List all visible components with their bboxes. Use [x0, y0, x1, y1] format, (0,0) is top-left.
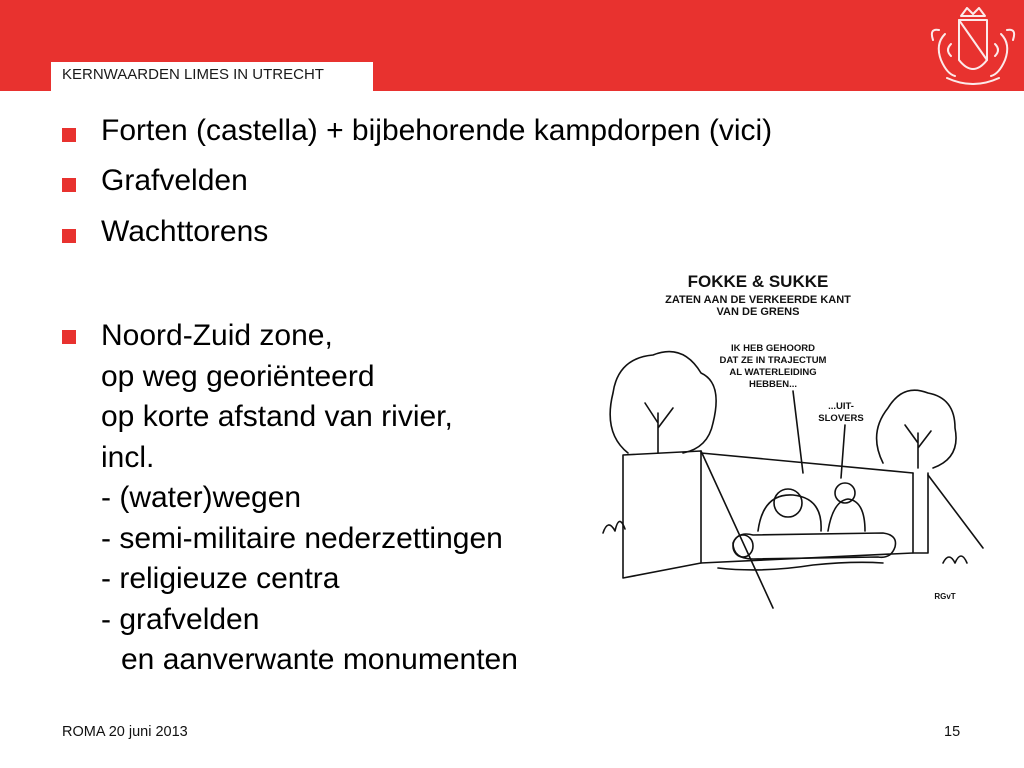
bullet-item-grafvelden: Grafvelden	[101, 164, 248, 197]
speech-line: IK HEB GEHOORD	[731, 343, 815, 354]
cartoon-title: FOKKE & SUKKE	[687, 272, 829, 291]
footer-event: ROMA 20 juni 2013	[62, 724, 188, 740]
page-number: 15	[944, 724, 961, 740]
zone-line: incl.	[101, 440, 155, 474]
bullet-square-icon	[62, 229, 76, 243]
bullet-item-wachttorens: Wachttorens	[101, 215, 269, 248]
bullet-square-icon	[62, 330, 76, 344]
zone-line-last: en aanverwante monumenten	[121, 643, 518, 676]
zone-line: - semi-militaire nederzettingen	[101, 521, 503, 555]
zone-line: - religieuze centra	[101, 562, 340, 595]
bullet-square-icon	[62, 128, 76, 142]
cartoon-illustration	[583, 263, 1003, 613]
utrecht-coat-of-arms-icon	[925, 4, 1021, 90]
reply-line: SLOVERS	[818, 413, 864, 424]
zone-line: op korte afstand van rivier,	[101, 400, 453, 433]
speech-line: DAT ZE IN TRAJECTUM	[719, 355, 827, 366]
speech-line: AL WATERLEIDING	[729, 367, 817, 378]
cartoon-signature: RGvT	[934, 592, 956, 601]
cartoon-subtitle: VAN DE GRENS	[716, 306, 800, 318]
zone-description	[101, 316, 518, 681]
zone-line: op weg georiënteerd	[101, 359, 375, 393]
bullet-square-icon	[62, 178, 76, 192]
zone-line: - grafvelden	[101, 602, 260, 636]
bullet-item-forten: Forten (castella) + bijbehorende kampdorpen (vici)	[101, 114, 773, 147]
zone-line: - (water)wegen	[101, 481, 302, 514]
speech-line: HEBBEN...	[748, 379, 798, 390]
section-title: KERNWAARDEN LIMES IN UTRECHT	[51, 62, 373, 91]
reply-line: ...UIT-	[828, 401, 854, 412]
cartoon-subtitle: ZATEN AAN DE VERKEERDE KANT	[665, 294, 851, 306]
zone-line: Noord-Zuid zone,	[101, 319, 333, 352]
